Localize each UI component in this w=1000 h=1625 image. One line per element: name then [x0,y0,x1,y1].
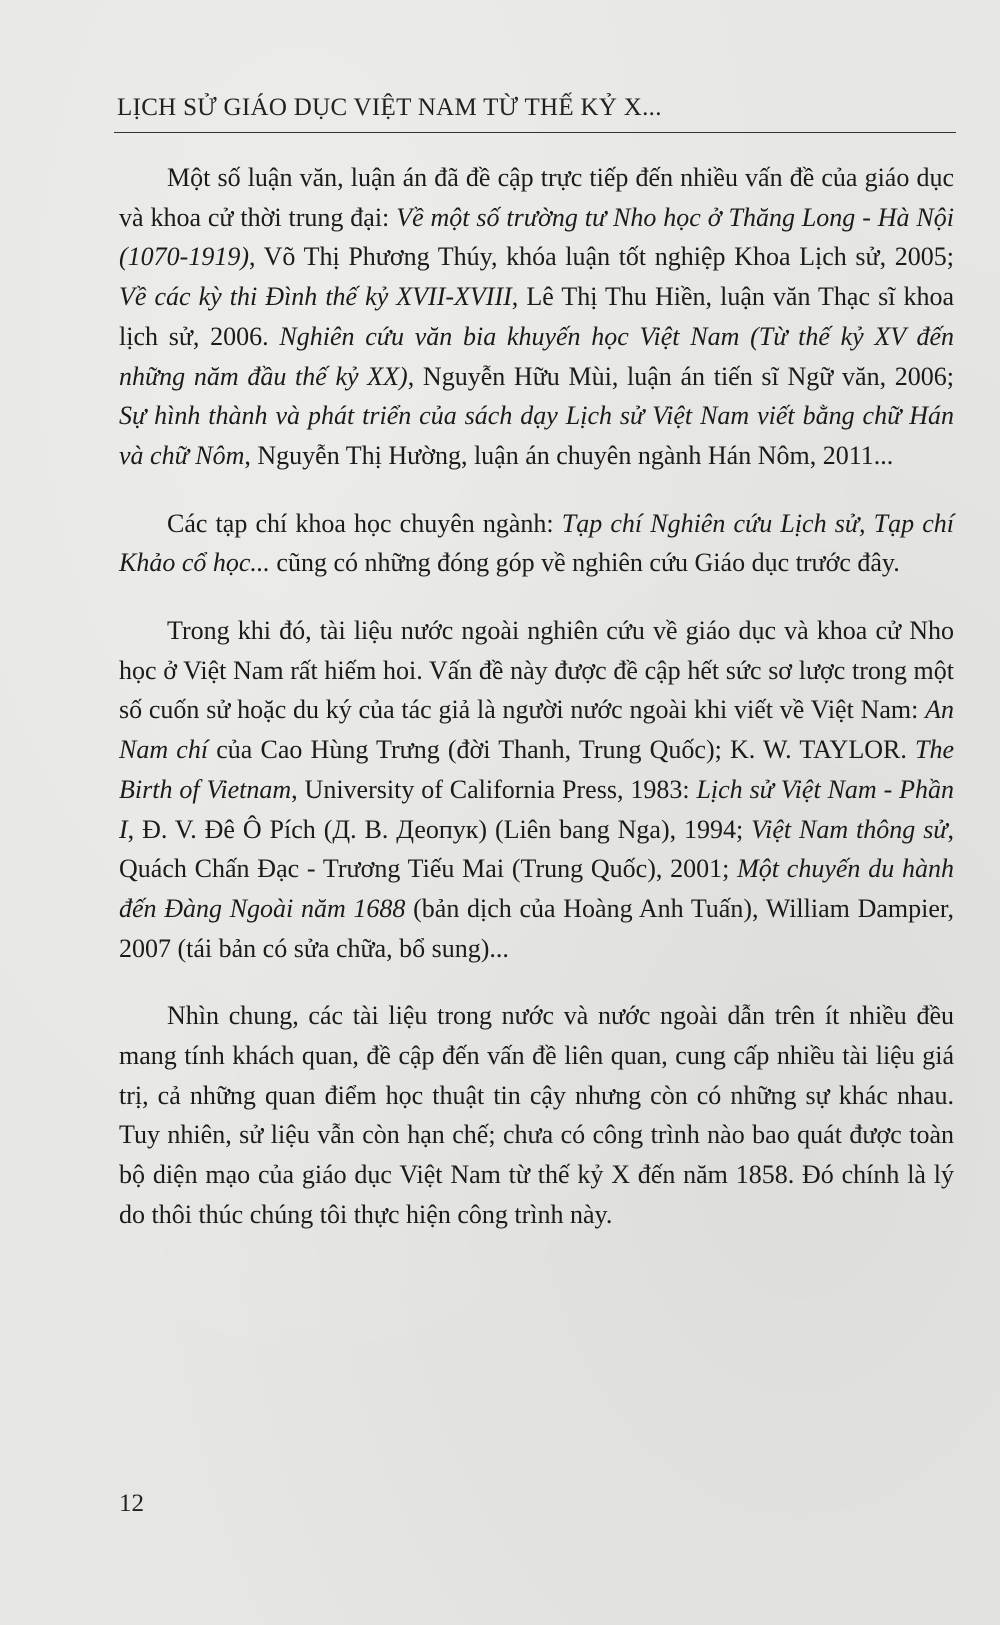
text-run: , University of California Press, 1983: [291,774,697,804]
italic-title-run: Về các kỳ thi Đình thế kỷ XVII-XVIII [119,282,512,312]
text-run: (bản dịch của Hoàng Anh Tuấn), William Dampier, 2007 (tái bản có sửa chữa, bổ sung)... [119,893,954,963]
header-rule [114,132,956,133]
text-run: , Nguyễn Thị Hường, luận án chuyên ngành Hán Nôm, 2011... [244,440,894,470]
italic-title-run: Sự hình thành và phát triển của sách dạy Lịch sử Việt Nam viết bằng chữ Hán và chữ Nôm [119,401,954,470]
running-header: LỊCH SỬ GIÁO DỤC VIỆT NAM TỪ THẾ KỶ X... [117,94,662,121]
italic-title-run: Một chuyến du hành đến Đàng Ngoài năm 1688 [119,854,954,923]
italic-title-run: Về một số trường tư Nho học ở Thăng Long - Hà Nội (1070-1919) [119,202,954,272]
italic-title-run: The Birth of Vietnam [119,735,954,804]
italic-title-run: Lịch sử Việt Nam - Phần I [119,774,955,844]
italic-title-run: Việt Nam thông sử [751,814,948,844]
italic-title-run: An Nam chí [119,695,954,765]
paragraph-3 [119,611,954,968]
text-run: , Võ Thị Phương Thúy, khóa luận tốt nghiệp Khoa Lịch sử, 2005; [248,242,954,272]
paragraph-1 [119,158,954,476]
text-run: , Lê Thị Thu Hiền, luận văn Thạc sĩ khoa lịch sử, 2006. [119,282,955,351]
paragraph-4 [119,996,954,1234]
italic-title-run: Tạp chí Nghiên cứu Lịch sử, Tạp chí Khảo cổ học... [119,508,955,578]
text-run: Các tạp chí khoa học chuyên ngành: [167,508,562,538]
text-run: , Quách Chấn Đạc - Trương Tiếu Mai (Trung Quốc), 2001; [119,814,954,884]
paragraph-2 [119,504,954,583]
page-number: 12 [119,1490,144,1517]
italic-title-run: Nghiên cứu văn bia khuyến học Việt Nam (Từ thế kỷ XV đến những năm đầu thế kỷ XX) [119,321,954,391]
text-run: Trong khi đó, tài liệu nước ngoài nghiên cứu về giáo dục và khoa cử Nho học ở Việt Nam rất hiếm hoi. Vấn đề này được đề cập hết sức sơ lược trong một số cuốn sử hoặc du ký của tác giả là người nước ngoài khi viết về Việt Nam: [119,616,954,725]
text-run: của Cao Hùng Trưng (đời Thanh, Trung Quốc); K. W. TAYLOR. [208,735,915,765]
text-run: cũng có những đóng góp về nghiên cứu Giáo dục trước đây. [269,548,900,578]
text-run: Nhìn chung, các tài liệu trong nước và nước ngoài dẫn trên ít nhiều đều mang tính khách quan, đề cập đến vấn đề liên quan, cung cấp nhiều tài liệu giá trị, cả những quan điểm học thuật tin cậy nhưng còn có những sự khác nhau. Tuy nhiên, sử liệu vẫn còn hạn chế; chưa có công trình nào bao quát được toàn bộ diện mạo của giáo dục Việt Nam từ thế kỷ X đến năm 1858. Đó chính là lý do thôi thúc chúng tôi thực hiện công trình này. [119,1001,954,1229]
text-run: Một số luận văn, luận án đã đề cập trực tiếp đến nhiều vấn đề của giáo dục và khoa cử thời trung đại: [119,163,954,232]
text-run: , Nguyễn Hữu Mùi, luận án tiến sĩ Ngữ văn, 2006; [407,361,954,391]
body-text [119,158,954,1235]
text-run: , Đ. V. Đê Ô Pích (Д. В. Деопук) (Liên bang Nga), 1994; [127,814,752,844]
